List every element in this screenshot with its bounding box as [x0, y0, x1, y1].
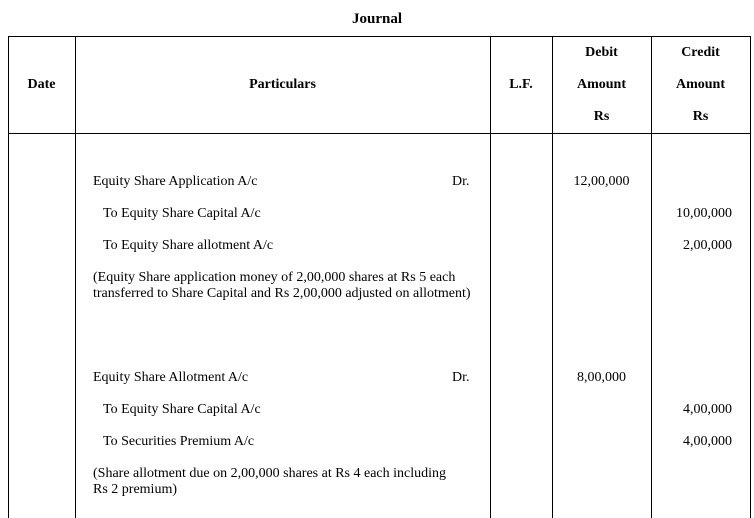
header-debit-rs: Rs — [593, 109, 610, 124]
credit-account: To Equity Share Capital A/c — [103, 402, 261, 417]
dr-label: Dr. — [452, 370, 470, 385]
col-divider — [75, 36, 76, 518]
col-divider — [750, 36, 751, 518]
credit-amount: 4,00,000 — [683, 402, 732, 417]
debit-account: Equity Share Allotment A/c — [93, 370, 249, 385]
credit-amount: 4,00,000 — [683, 434, 732, 449]
header-particulars: Particulars — [249, 77, 316, 92]
col-divider — [8, 36, 9, 518]
col-divider — [490, 36, 491, 518]
narration: (Share allotment due on 2,00,000 shares at Rs 4 each including Rs 2 premium) — [93, 466, 447, 497]
credit-account: To Equity Share allotment A/c — [103, 238, 274, 253]
header-credit-rs: Rs — [692, 109, 709, 124]
header-date: Date — [27, 77, 56, 92]
debit-account: Equity Share Application A/c — [93, 174, 258, 189]
header-bottom-border — [8, 133, 751, 134]
journal-title: Journal — [351, 11, 402, 27]
credit-amount: 2,00,000 — [683, 238, 732, 253]
header-lf: L.F. — [509, 77, 533, 92]
narration: (Equity Share application money of 2,00,000 shares at Rs 5 each transferred to Share Capital and Rs 2,00,000 adjusted on allotment) — [93, 270, 471, 301]
credit-amount: 10,00,000 — [676, 206, 732, 221]
debit-amount: 8,00,000 — [577, 370, 626, 385]
credit-account: To Securities Premium A/c — [103, 434, 255, 449]
table-top-border — [8, 36, 751, 37]
header-credit-amount: Amount — [675, 77, 725, 92]
dr-label: Dr. — [452, 174, 470, 189]
header-credit: Credit — [681, 45, 720, 60]
credit-account: To Equity Share Capital A/c — [103, 206, 261, 221]
header-debit: Debit — [585, 45, 618, 60]
debit-amount: 12,00,000 — [573, 174, 630, 189]
header-debit-amount: Amount — [576, 77, 626, 92]
